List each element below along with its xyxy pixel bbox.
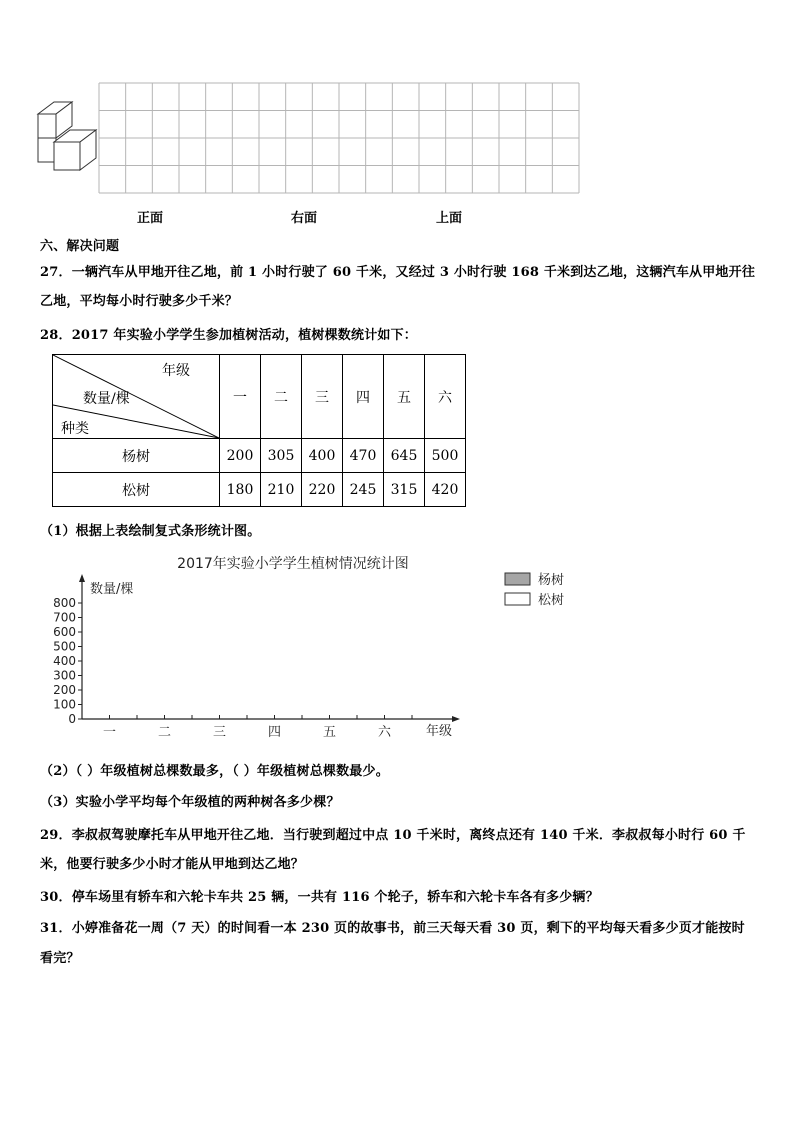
question-27-line2: 乙地，平均每小时行驶多少千米？ (40, 294, 239, 309)
header-quantity: 数量/棵 (83, 391, 130, 407)
table-cell: 210 (261, 473, 302, 507)
grade-header-6: 六 (425, 355, 466, 439)
table-row (53, 439, 466, 473)
x-tick-label: 二 (157, 725, 172, 740)
x-tick-label: 四 (267, 725, 282, 740)
row-label-pine: 松树 (53, 473, 220, 507)
bar-chart (40, 548, 600, 748)
legend-label: 松树 (538, 593, 565, 608)
table-cell: 500 (425, 439, 466, 473)
y-tick-label: 800 (53, 596, 76, 610)
y-tick-label: 0 (68, 712, 76, 726)
drawing-grid (98, 82, 580, 194)
table-cell: 470 (343, 439, 384, 473)
legend-swatch (505, 573, 530, 585)
y-tick-label: 700 (53, 610, 76, 625)
chart-title: 2017年实验小学学生植树情况统计图 (177, 556, 409, 572)
question-31-line1: 31．小婷准备花一周（7 天）的时间看一本 230 页的故事书，前三天每天看 30 页，剩下的平均每天看多少页才能按时 (40, 921, 745, 936)
y-tick-label: 600 (53, 625, 76, 639)
grade-header-4: 四 (343, 355, 384, 439)
right-view-label: 右面 (291, 211, 318, 226)
y-tick-label: 500 (53, 639, 76, 654)
question-30-line1: 30．停车场里有轿车和六轮卡车共 25 辆，一共有 116 个轮子，轿车和六轮卡车各有多少辆？ (40, 890, 599, 905)
table-cell: 315 (384, 473, 425, 507)
row-label-poplar: 杨树 (53, 439, 220, 473)
table-cell: 645 (384, 439, 425, 473)
question-29-line2: 米，他要行驶多少小时才能从甲地到达乙地？ (40, 857, 305, 872)
legend-swatch (505, 593, 530, 605)
grade-header-1: 一 (220, 355, 261, 439)
table-cell: 305 (261, 439, 302, 473)
cube-figure (34, 100, 100, 176)
y-tick-label: 200 (53, 683, 76, 697)
top-view-label: 上面 (436, 211, 463, 226)
grade-header-2: 二 (261, 355, 302, 439)
x-tick-label: 三 (212, 725, 227, 740)
x-axis-arrow (452, 716, 460, 722)
y-axis-arrow (79, 574, 85, 582)
y-tick-label: 100 (53, 697, 76, 712)
table-cell: 200 (220, 439, 261, 473)
x-tick-label: 六 (377, 725, 392, 740)
question-28-intro: 28．2017 年实验小学学生参加植树活动，植树棵数统计如下： (40, 328, 417, 343)
question-31-line2: 看完？ (40, 951, 80, 966)
y-tick-label: 400 (53, 654, 76, 668)
question-28-sub1: （1）根据上表绘制复式条形统计图。 (40, 524, 261, 539)
header-grade: 年级 (162, 363, 190, 379)
legend-label: 杨树 (538, 573, 565, 588)
grade-header-3: 三 (302, 355, 343, 439)
x-tick-label: 五 (322, 725, 337, 740)
chart-y-label: 数量/棵 (90, 582, 134, 597)
y-tick-label: 300 (53, 668, 76, 683)
front-view-label: 正面 (137, 211, 164, 226)
table-cell: 220 (302, 473, 343, 507)
question-28-sub2: （2）（ ）年级植树总棵数最多，（ ）年级植树总棵数最少。 (40, 764, 389, 779)
table-cell: 180 (220, 473, 261, 507)
header-kind: 种类 (61, 421, 89, 437)
table-cell: 420 (425, 473, 466, 507)
question-28-sub3: （3）实验小学平均每个年级植的两种树各多少棵？ (40, 795, 340, 810)
section-title: 六、解决问题 (40, 239, 120, 254)
chart-x-label: 年级 (426, 724, 453, 739)
grade-header-5: 五 (384, 355, 425, 439)
tree-count-table (52, 354, 466, 507)
question-29-line1: 29．李叔叔驾驶摩托车从甲地开往乙地．当行驶到超过中点 10 千米时，离终点还有 140 千米．李叔叔每小时行 60 千 (40, 828, 746, 843)
table-diagonal-header (53, 355, 220, 439)
x-tick-label: 一 (102, 725, 117, 740)
table-cell: 400 (302, 439, 343, 473)
question-27-line1: 27．一辆汽车从甲地开往乙地，前 1 小时行驶了 60 千米，又经过 3 小时行驶 168 千米到达乙地，这辆汽车从甲地开往 (40, 265, 756, 280)
table-cell: 245 (343, 473, 384, 507)
table-row (53, 473, 466, 507)
